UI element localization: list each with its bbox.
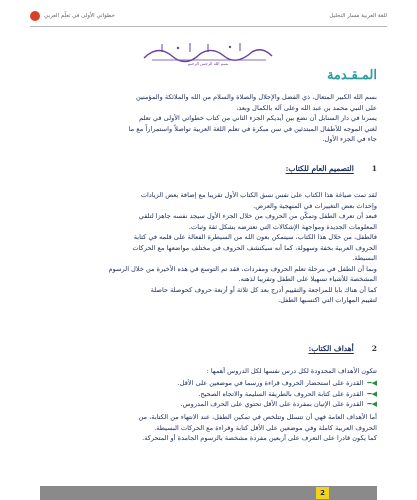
section-2-closing — [40, 412, 377, 444]
section-2-number: 2 — [371, 344, 377, 353]
section-1-heading — [286, 164, 377, 173]
header-right-text: للغة العربية مسار التحليل — [329, 13, 387, 19]
section-1-line: لتقييم المهارات التي اكتسبها الطفل. — [278, 296, 377, 304]
goal-text: القدرة على الإتيان بمفردة على الأقل تحتوي على الحرف المدروس. — [180, 400, 364, 408]
intro-line: جاء في الجزء الأول. — [322, 135, 377, 143]
section-2-label: أهداف الكتاب: — [308, 344, 354, 353]
publisher-logo-icon — [30, 11, 40, 21]
closing-line: كما يكون قادرا على التعرف على أربعين مفردة مشخصة بالرسوم الجامدة أو المتحركة. — [142, 434, 377, 442]
section-1-line: وإحداث بعض التغييرات في المنهجية والعرض. — [253, 201, 377, 210]
intro-line: لغتي الموجه للأطفال المبتدئين في سن مبكرة في تعلم اللغة العربية تواصلاً واستمراراً مع ما — [128, 124, 377, 133]
list-item — [40, 389, 377, 400]
list-item — [40, 378, 377, 389]
goal-text: القدرة على استحضار الحروف قراءة ورسما في موضعين على الأقل. — [177, 379, 364, 387]
header-left-text: خطواتي الأولى في تعلّم العربي — [44, 13, 115, 19]
page-number: 2 — [316, 487, 329, 499]
section-1-line: المشخصة للأشياء تسهيلا على الطفل وتقريبا لذهنه. — [238, 275, 377, 283]
intro-line: يسرنا في دار السنابل أن نضع بين أيديكم الجزء الثاني من كتاب خطواتي الأولى في تعلم — [139, 114, 377, 122]
intro-line: بسم الله الكبير المتعال، ذي الفضل والإجلال والصلاة والسلام من الله والملائكة والمؤمنين — [136, 93, 377, 101]
section-1-label: التصميم العام للكتاب: — [285, 164, 354, 173]
section-1-line: الحروف العربية بخفة وسهولة، كما أنه سيكتشف الحروف في مختلف مواضعها مع الحركات — [132, 243, 377, 252]
section-1-line: المعلومات الجديدة ومواجهة الإشكالات التي تعترضه بشكل ثقة وثبات. — [188, 222, 377, 231]
basmala-calligraphy — [138, 38, 278, 66]
section-2-lead: تتكون الأهداف المحدودة لكل درس نفسها لكل الدروس أهمها : — [206, 367, 377, 375]
arrow-left-icon: ◀━ — [367, 379, 377, 387]
basmala-text: بسم الله الرحمن الرحيم — [187, 61, 229, 66]
page-header — [30, 8, 387, 24]
section-1-body — [40, 190, 377, 306]
header-logo — [30, 11, 115, 21]
intro-line: على النبي محمد بن عبد الله وعلى آله بالكمال وبعد، — [236, 103, 377, 112]
section-1-line: لقد تمت صياغة هذا الكتاب على نفس نسق الكتاب الأول تقريبا مع إضافة بعض الزيادات — [140, 191, 377, 199]
section-1-line: فبعد أن تعرف الطفل وتمكّن من الحروف من خلال الجزء الأول سيجد نفسه جاهزا لتلقي — [138, 212, 377, 220]
closing-line: أما الأهداف العامة فهي أن تتسلل وتتلخص في تمكين الطفل، عند الانتهاء من الكتابة، من — [138, 413, 377, 421]
goals-list — [40, 378, 377, 410]
header-divider — [30, 26, 387, 27]
intro-paragraph — [40, 92, 377, 145]
section-2-heading — [308, 344, 377, 353]
section-1-line: البسيطة. — [352, 254, 377, 262]
arrow-left-icon: ◀━ — [367, 400, 377, 408]
section-1-line: وبما أن الطفل في مرحلة تعلم الحروف ومفردات، فقد تم التوسع في هذه الأخيرة من خلال الرسوم — [108, 264, 377, 273]
section-1-line: فالطفل، من خلال هذا الكتاب، سيتمكن بعون الله من السيطرة الفعالة على قلمه في كتابة — [133, 233, 377, 241]
section-1-number: 1 — [371, 164, 377, 173]
arrow-left-icon: ◀━ — [367, 389, 377, 398]
list-item — [40, 399, 377, 410]
section-1-line: كما أن هناك بابا للمراجعة والتقييم أدرج بعد كل ثلاثة أو أربعة حروف كحوصلة حاصلة — [150, 285, 377, 294]
closing-line: الحروف العربية كاملة وفي موضعين على الأقل كتابة وقراءة مع الحركات البسيطة. — [154, 423, 377, 432]
page-title: المـقـدمة — [326, 68, 377, 83]
goal-text: القدرة على كتابة الحروف بالطريقة السليمة والاتجاه الصحيح. — [198, 389, 364, 398]
